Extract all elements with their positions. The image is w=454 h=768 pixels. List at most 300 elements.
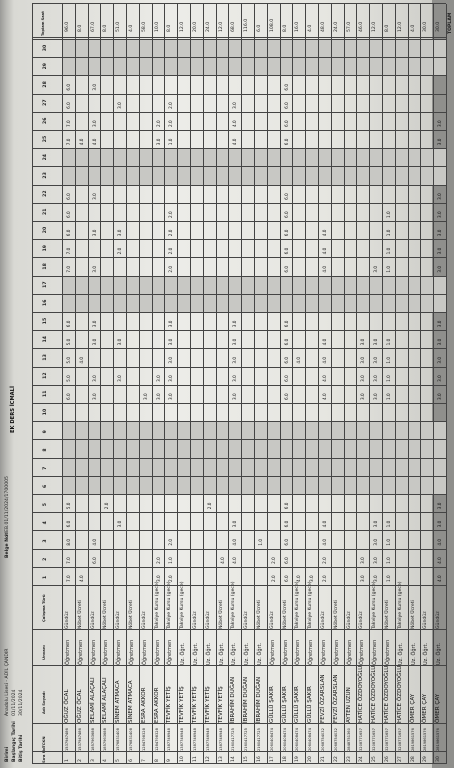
row-no: 18: [282, 756, 288, 762]
row-no: 12: [205, 756, 211, 762]
row-sum: 4.0: [129, 24, 134, 32]
day-cell: 7.0: [66, 138, 71, 146]
day-cell: 2.0: [168, 247, 174, 255]
row-kind: Uz. Öğrt.: [193, 642, 199, 665]
day-cell: 2.0: [168, 229, 174, 237]
row-tckn: 1387746948: [193, 728, 197, 751]
day-cell: 4.0: [232, 120, 238, 127]
col-rule: [32, 240, 446, 241]
day-cell: 3.0: [117, 338, 123, 346]
row-kind: Öğretmen: [167, 639, 174, 665]
row-rule: [88, 4, 89, 764]
day-cell: 6.0: [283, 502, 289, 510]
day-cell: 3.0: [155, 575, 161, 582]
row-type: Gündüz: [141, 611, 147, 629]
day-cell: 1.0: [386, 247, 391, 255]
meta-value-unit: Anadolu Lisesi - ADİL ÇANDIR: [5, 648, 10, 716]
day-cell: 6.0: [283, 356, 289, 364]
row-tckn: 2160417725: [231, 728, 236, 751]
day-cell: 6.0: [283, 375, 289, 382]
row-rule: [344, 4, 345, 764]
row-kind: Öğretmen: [346, 639, 353, 665]
day-cell: 4.0: [78, 356, 84, 364]
row-sum: 108.0: [269, 18, 275, 32]
col-rule: [32, 349, 446, 350]
row-rule: [369, 4, 370, 764]
header-sum: Toplam Saat: [41, 11, 45, 36]
row-sum: 8.0: [282, 24, 288, 32]
row-tckn: 3208771657: [385, 728, 389, 751]
row-type: Takviye Kursu (gece): [397, 581, 403, 629]
header-day: 6: [43, 484, 48, 488]
header-day: 13: [43, 354, 48, 361]
row-kind: Öğretmen: [359, 639, 366, 665]
row-tckn: 3208771657: [359, 728, 364, 751]
day-cell: 6.0: [66, 520, 71, 528]
header-day: 16: [43, 299, 48, 306]
row-no: 24: [359, 756, 365, 762]
day-cell: 3.0: [155, 138, 161, 146]
day-cell: 4.0: [322, 265, 327, 273]
row-name: OĞUZ ÖCAL: [76, 689, 83, 723]
day-cell: 1.0: [386, 265, 391, 273]
row-name: SİNEM ATMACA: [128, 680, 134, 723]
day-cell: 4.0: [232, 138, 238, 146]
header-day: 28: [43, 81, 48, 88]
row-name: AYTEN UZUN: [345, 687, 352, 723]
row-rule: [190, 4, 191, 764]
row-sum: 30.0: [436, 21, 442, 32]
day-cell: 5.0: [66, 502, 71, 510]
day-cell: 7.0: [66, 557, 71, 564]
row-rule: [318, 4, 319, 764]
day-cell: 5.0: [66, 375, 71, 382]
day-cell: 6.0: [283, 120, 289, 127]
header-day: 8: [43, 448, 48, 452]
row-kind: Öğretmen: [308, 639, 315, 665]
row-kind: Öğretmen: [90, 639, 97, 665]
col-rule: [32, 149, 446, 150]
row-tckn: 3208771657: [372, 728, 377, 751]
day-cell: 4.0: [322, 538, 327, 546]
row-rule: [113, 4, 114, 764]
row-no: 7: [141, 759, 147, 762]
day-cell: 1.0: [258, 538, 263, 546]
day-cell: 2.0: [104, 502, 110, 510]
row-rule: [382, 4, 383, 764]
row-name: TEVFİK YETİŞ: [179, 686, 186, 723]
row-no: 16: [257, 756, 262, 762]
row-no: 8: [154, 759, 160, 762]
day-cell: 6.0: [283, 338, 289, 346]
row-rule: [356, 4, 357, 764]
row-type: Nöbet Ücreti: [333, 600, 339, 629]
header-day: 14: [43, 336, 48, 343]
row-no: 2: [77, 759, 83, 762]
row-no: 23: [346, 756, 352, 762]
row-type: Nöbet Ücreti: [257, 600, 262, 629]
row-sum: 12.0: [397, 21, 403, 32]
row-type: Gündüz: [346, 611, 352, 629]
row-no: 3: [90, 759, 96, 762]
header-kind: Unvanı: [41, 645, 46, 660]
day-cell: 3.0: [232, 520, 238, 528]
row-type: Takviye Kursu (gece): [308, 581, 314, 629]
day-cell: 3.0: [373, 338, 379, 346]
col-rule: [32, 385, 446, 386]
day-cell: 3.0: [373, 356, 379, 364]
day-cell: 6.0: [283, 83, 289, 91]
row-rule: [280, 4, 281, 764]
col-rule: [32, 3, 446, 4]
row-sum: 46.0: [359, 21, 365, 32]
day-cell: 4.0: [219, 557, 225, 564]
row-type: Takviye Kursu (gece): [372, 581, 378, 629]
header-day: 29: [43, 63, 48, 70]
day-cell: 3.0: [437, 520, 443, 528]
header-day: 10: [43, 408, 48, 416]
row-kind: Uz. Öğrt.: [231, 642, 238, 665]
header-day: 23: [43, 172, 48, 179]
header-day: 30: [43, 44, 48, 52]
day-cell: 3.0: [232, 102, 238, 109]
row-tckn: 2060408474: [308, 728, 313, 751]
header-day: 12: [43, 372, 48, 379]
day-cell: 4.0: [232, 538, 238, 546]
row-type: Gündüz: [321, 611, 326, 629]
row-kind: Uz. Öğrt.: [436, 642, 443, 665]
day-cell: 1.0: [168, 557, 174, 564]
row-tckn: 3208771657: [397, 728, 402, 751]
day-cell: 3.0: [373, 575, 379, 582]
row-sum: 96.0: [65, 21, 70, 32]
row-rule: [420, 4, 421, 764]
row-type: Gündüz: [90, 611, 96, 629]
day-cell: 3.0: [360, 575, 366, 582]
day-cell: 8.0: [66, 538, 71, 546]
ref-label: Belge No:: [5, 532, 10, 558]
day-cell: 1.0: [386, 338, 391, 346]
row-type: Gündüz: [116, 611, 122, 629]
col-rule: [32, 476, 446, 477]
col-rule: [32, 403, 446, 404]
header-day: 5: [43, 503, 48, 507]
day-cell: 4.0: [322, 247, 327, 255]
row-tckn: 2848751360: [346, 728, 351, 751]
row-sum: 48.0: [321, 21, 326, 32]
row-no: 28: [410, 756, 416, 762]
row-sum: 24.0: [333, 21, 339, 32]
row-rule: [408, 4, 409, 764]
header-day: 18: [43, 263, 48, 270]
day-cell: 4.0: [91, 138, 97, 146]
day-cell: 3.0: [437, 502, 443, 510]
day-cell: 3.0: [168, 393, 174, 400]
header-day: 2: [43, 557, 48, 561]
row-rule: [433, 4, 434, 764]
col-rule: [32, 130, 446, 131]
row-kind: Öğretmen: [321, 639, 327, 665]
col-rule: [32, 331, 446, 332]
row-no: 11: [193, 756, 198, 762]
row-kind: Uz. Öğrt.: [397, 642, 404, 665]
col-rule: [32, 76, 446, 77]
day-cell: 1.0: [386, 538, 391, 546]
header-day: 22: [43, 190, 48, 197]
header-type: Çalışma Türü: [41, 594, 46, 622]
row-sum: 8.0: [103, 24, 109, 32]
day-cell: 1.0: [386, 575, 391, 582]
row-rule: [305, 4, 306, 764]
row-no: 26: [385, 756, 390, 762]
row-sum: 4.0: [308, 24, 314, 32]
row-tckn: 2160417725: [257, 728, 261, 751]
row-sum: 8.0: [77, 24, 83, 32]
row-tckn: 2819861576: [410, 728, 415, 751]
col-rule: [32, 751, 446, 752]
row-tckn: 2819861576: [423, 728, 428, 751]
day-cell: 2.0: [155, 557, 161, 564]
row-name: TEVFİK YETİŞ: [166, 686, 173, 723]
header-name: Adı Soyadı: [41, 691, 46, 714]
col-rule: [32, 531, 446, 532]
row-name: TEVFİK YETİŞ: [204, 686, 211, 723]
row-kind: Öğretmen: [269, 639, 276, 665]
col-rule: [32, 167, 446, 168]
row-sum: 58.0: [141, 21, 147, 32]
day-cell: 4.0: [437, 538, 443, 546]
day-cell: 3.0: [91, 393, 97, 400]
day-cell: 3.0: [373, 557, 379, 564]
row-no: 15: [244, 756, 250, 762]
day-cell: 3.0: [437, 338, 443, 346]
day-cell: 3.0: [437, 229, 443, 237]
day-cell: 6.0: [283, 247, 289, 255]
row-type: Takviye Kursu (gece): [154, 581, 160, 629]
row-kind: Uz. Öğrt.: [180, 642, 187, 665]
day-cell: 1.0: [386, 375, 391, 382]
row-name: HATİCE ÖZDOYOĞLU: [371, 665, 378, 723]
day-cell: 3.0: [232, 393, 238, 400]
row-tckn: 1387746948: [205, 728, 210, 751]
row-sum: 16.0: [295, 21, 301, 32]
row-tckn: 1387746948: [180, 728, 185, 751]
row-name: ÖMER ÇAY: [435, 693, 442, 723]
col-rule: [32, 203, 446, 204]
row-no: 29: [423, 756, 429, 762]
row-name: TEVFİK YETİŞ: [217, 686, 224, 723]
col-rule: [32, 185, 446, 186]
day-cell: 6.0: [91, 557, 97, 564]
row-name: SELAMİ ALAÇALI: [102, 677, 109, 723]
row-kind: Uz. Öğrt.: [218, 642, 225, 665]
day-cell: 1.0: [386, 229, 391, 237]
row-sum: 12.0: [372, 21, 378, 32]
day-cell: 3.0: [373, 538, 379, 546]
row-kind: Öğretmen: [333, 639, 340, 665]
day-cell: 1.0: [386, 356, 391, 364]
day-cell: 3.0: [91, 338, 97, 346]
row-sum: 8.0: [167, 24, 173, 32]
row-type: Takviye Kursu (gece): [180, 581, 186, 629]
day-cell: 5.0: [66, 338, 71, 346]
day-cell: 6.0: [283, 538, 289, 546]
day-cell: 4.0: [322, 393, 327, 400]
day-cell: 3.0: [437, 138, 443, 146]
day-cell: 3.0: [232, 338, 238, 346]
row-no: 21: [321, 756, 326, 762]
row-type: Nöbet Ücreti: [410, 600, 416, 629]
day-cell: 6.0: [66, 320, 71, 328]
day-cell: 3.0: [117, 102, 123, 109]
ref-value: MEB.01/11/2024/1700005: [5, 476, 10, 536]
day-cell: 4.0: [232, 557, 238, 564]
row-no: 4: [103, 759, 109, 762]
row-rule: [126, 4, 127, 764]
row-no: 27: [397, 756, 403, 762]
day-cell: 3.0: [168, 375, 174, 382]
day-cell: 7.0: [66, 575, 71, 582]
row-tckn: 2060408474: [282, 728, 287, 751]
col-rule: [32, 422, 446, 423]
header-day: 3: [43, 539, 48, 543]
day-cell: 3.0: [360, 393, 366, 400]
row-rule: [32, 4, 33, 764]
row-kind: Öğretmen: [385, 639, 391, 665]
header-day: 1: [43, 575, 48, 579]
day-cell: 3.0: [437, 265, 443, 273]
day-cell: 3.0: [232, 375, 238, 382]
row-sum: 24.0: [205, 21, 211, 32]
row-type: Gündüz: [205, 611, 211, 629]
header-day: 19: [43, 245, 48, 252]
day-cell: 6.0: [283, 211, 289, 218]
row-kind: Öğretmen: [282, 639, 289, 665]
col-rule: [32, 723, 446, 724]
day-cell: 3.0: [437, 193, 443, 200]
row-name: SİNEM ATMACA: [115, 680, 122, 723]
col-rule: [32, 440, 446, 441]
header-day: 7: [43, 466, 48, 470]
row-rule: [62, 4, 63, 764]
row-rule: [228, 4, 229, 764]
row-no: 14: [231, 756, 237, 762]
header-day: 26: [43, 117, 48, 124]
day-cell: 4.0: [437, 575, 443, 582]
day-cell: 4.0: [437, 557, 443, 564]
day-cell: 3.0: [91, 265, 97, 273]
row-kind: Uz. Öğrt.: [410, 642, 417, 665]
row-rule: [216, 4, 217, 764]
day-cell: 3.0: [155, 375, 161, 382]
day-cell: 1.0: [386, 211, 391, 218]
row-name: TEVFİK YETİŞ: [192, 686, 198, 723]
col-rule: [32, 94, 446, 95]
day-cell: 7.0: [66, 247, 71, 255]
row-tckn: 1387746948: [167, 728, 172, 751]
row-kind: Uz. Öğrt.: [257, 642, 263, 665]
day-cell: 4.0: [322, 356, 327, 364]
row-rule: [241, 4, 242, 764]
row-kind: Uz. Öğrt.: [205, 642, 212, 665]
row-kind: Öğretmen: [141, 639, 148, 665]
row-name: FEVZİ ÖZARSLAN: [332, 674, 339, 723]
row-kind: Öğretmen: [103, 639, 110, 665]
row-sum: 57.0: [346, 21, 352, 32]
day-cell: 4.0: [322, 375, 327, 382]
day-cell: 2.0: [168, 265, 174, 273]
row-sum: 51.0: [116, 21, 122, 32]
col-rule: [32, 39, 446, 40]
row-name: ÖMER ÇAY: [409, 693, 416, 723]
day-cell: 6.0: [66, 393, 71, 400]
row-no: 20: [308, 756, 314, 762]
day-cell: 6.0: [66, 211, 71, 218]
day-cell: 7.0: [66, 120, 71, 127]
day-cell: 3.0: [232, 356, 238, 364]
row-tckn: 2068754032: [333, 728, 338, 751]
row-name: ESRA AKKOR: [153, 687, 160, 723]
day-cell: 3.0: [360, 356, 366, 364]
row-name: İBRAHİM DUĞAN: [230, 676, 237, 723]
row-no: 22: [333, 756, 339, 762]
day-cell: 2.0: [168, 211, 174, 218]
row-kind: Öğretmen: [116, 639, 123, 665]
day-cell: 6.0: [283, 575, 289, 582]
day-cell: 3.0: [437, 356, 443, 364]
day-cell: 3.0: [360, 557, 366, 564]
day-cell: 3.0: [437, 211, 443, 218]
header-day: 25: [43, 135, 48, 143]
day-cell: 5.0: [66, 356, 71, 364]
col-rule: [32, 112, 446, 113]
row-rule: [152, 4, 153, 764]
row-sum: 8.0: [385, 24, 390, 32]
day-cell: 6.0: [283, 520, 289, 528]
row-name: HATİCE ÖZDOYOĞLU: [384, 665, 390, 723]
day-cell: 6.0: [66, 102, 71, 109]
row-no: 10: [180, 756, 186, 762]
row-type: Nöbet Ücreti: [77, 600, 83, 629]
day-cell: 3.0: [117, 229, 123, 237]
row-tckn: 2160417725: [244, 728, 249, 751]
day-cell: 2.0: [168, 575, 174, 582]
row-name: GÜLLÜ ŞAKIR: [281, 686, 288, 723]
row-sum: 30.0: [423, 21, 429, 32]
col-rule: [32, 665, 446, 666]
row-no: 13: [218, 756, 224, 762]
day-cell: 3.0: [360, 338, 366, 346]
col-rule: [32, 458, 446, 459]
day-cell: 1.0: [386, 520, 391, 528]
row-sum: 116.0: [244, 18, 250, 32]
day-cell: 6.0: [66, 193, 71, 200]
day-cell: 3.0: [437, 393, 443, 400]
day-cell: 3.0: [168, 356, 174, 364]
total-label: TOPLAM: [448, 12, 453, 34]
day-cell: 4.0: [322, 520, 327, 528]
day-cell: 6.0: [283, 265, 289, 273]
header-day: 15: [43, 317, 48, 325]
day-cell: 3.0: [373, 265, 379, 273]
row-tckn: 2819861576: [436, 728, 441, 751]
header-day: 20: [43, 226, 48, 234]
day-cell: 3.0: [91, 120, 97, 127]
col-rule: [32, 763, 446, 764]
row-name: ESRA AKKOR: [140, 687, 147, 723]
day-cell: 3.0: [91, 320, 97, 328]
day-cell: 3.0: [309, 575, 315, 582]
